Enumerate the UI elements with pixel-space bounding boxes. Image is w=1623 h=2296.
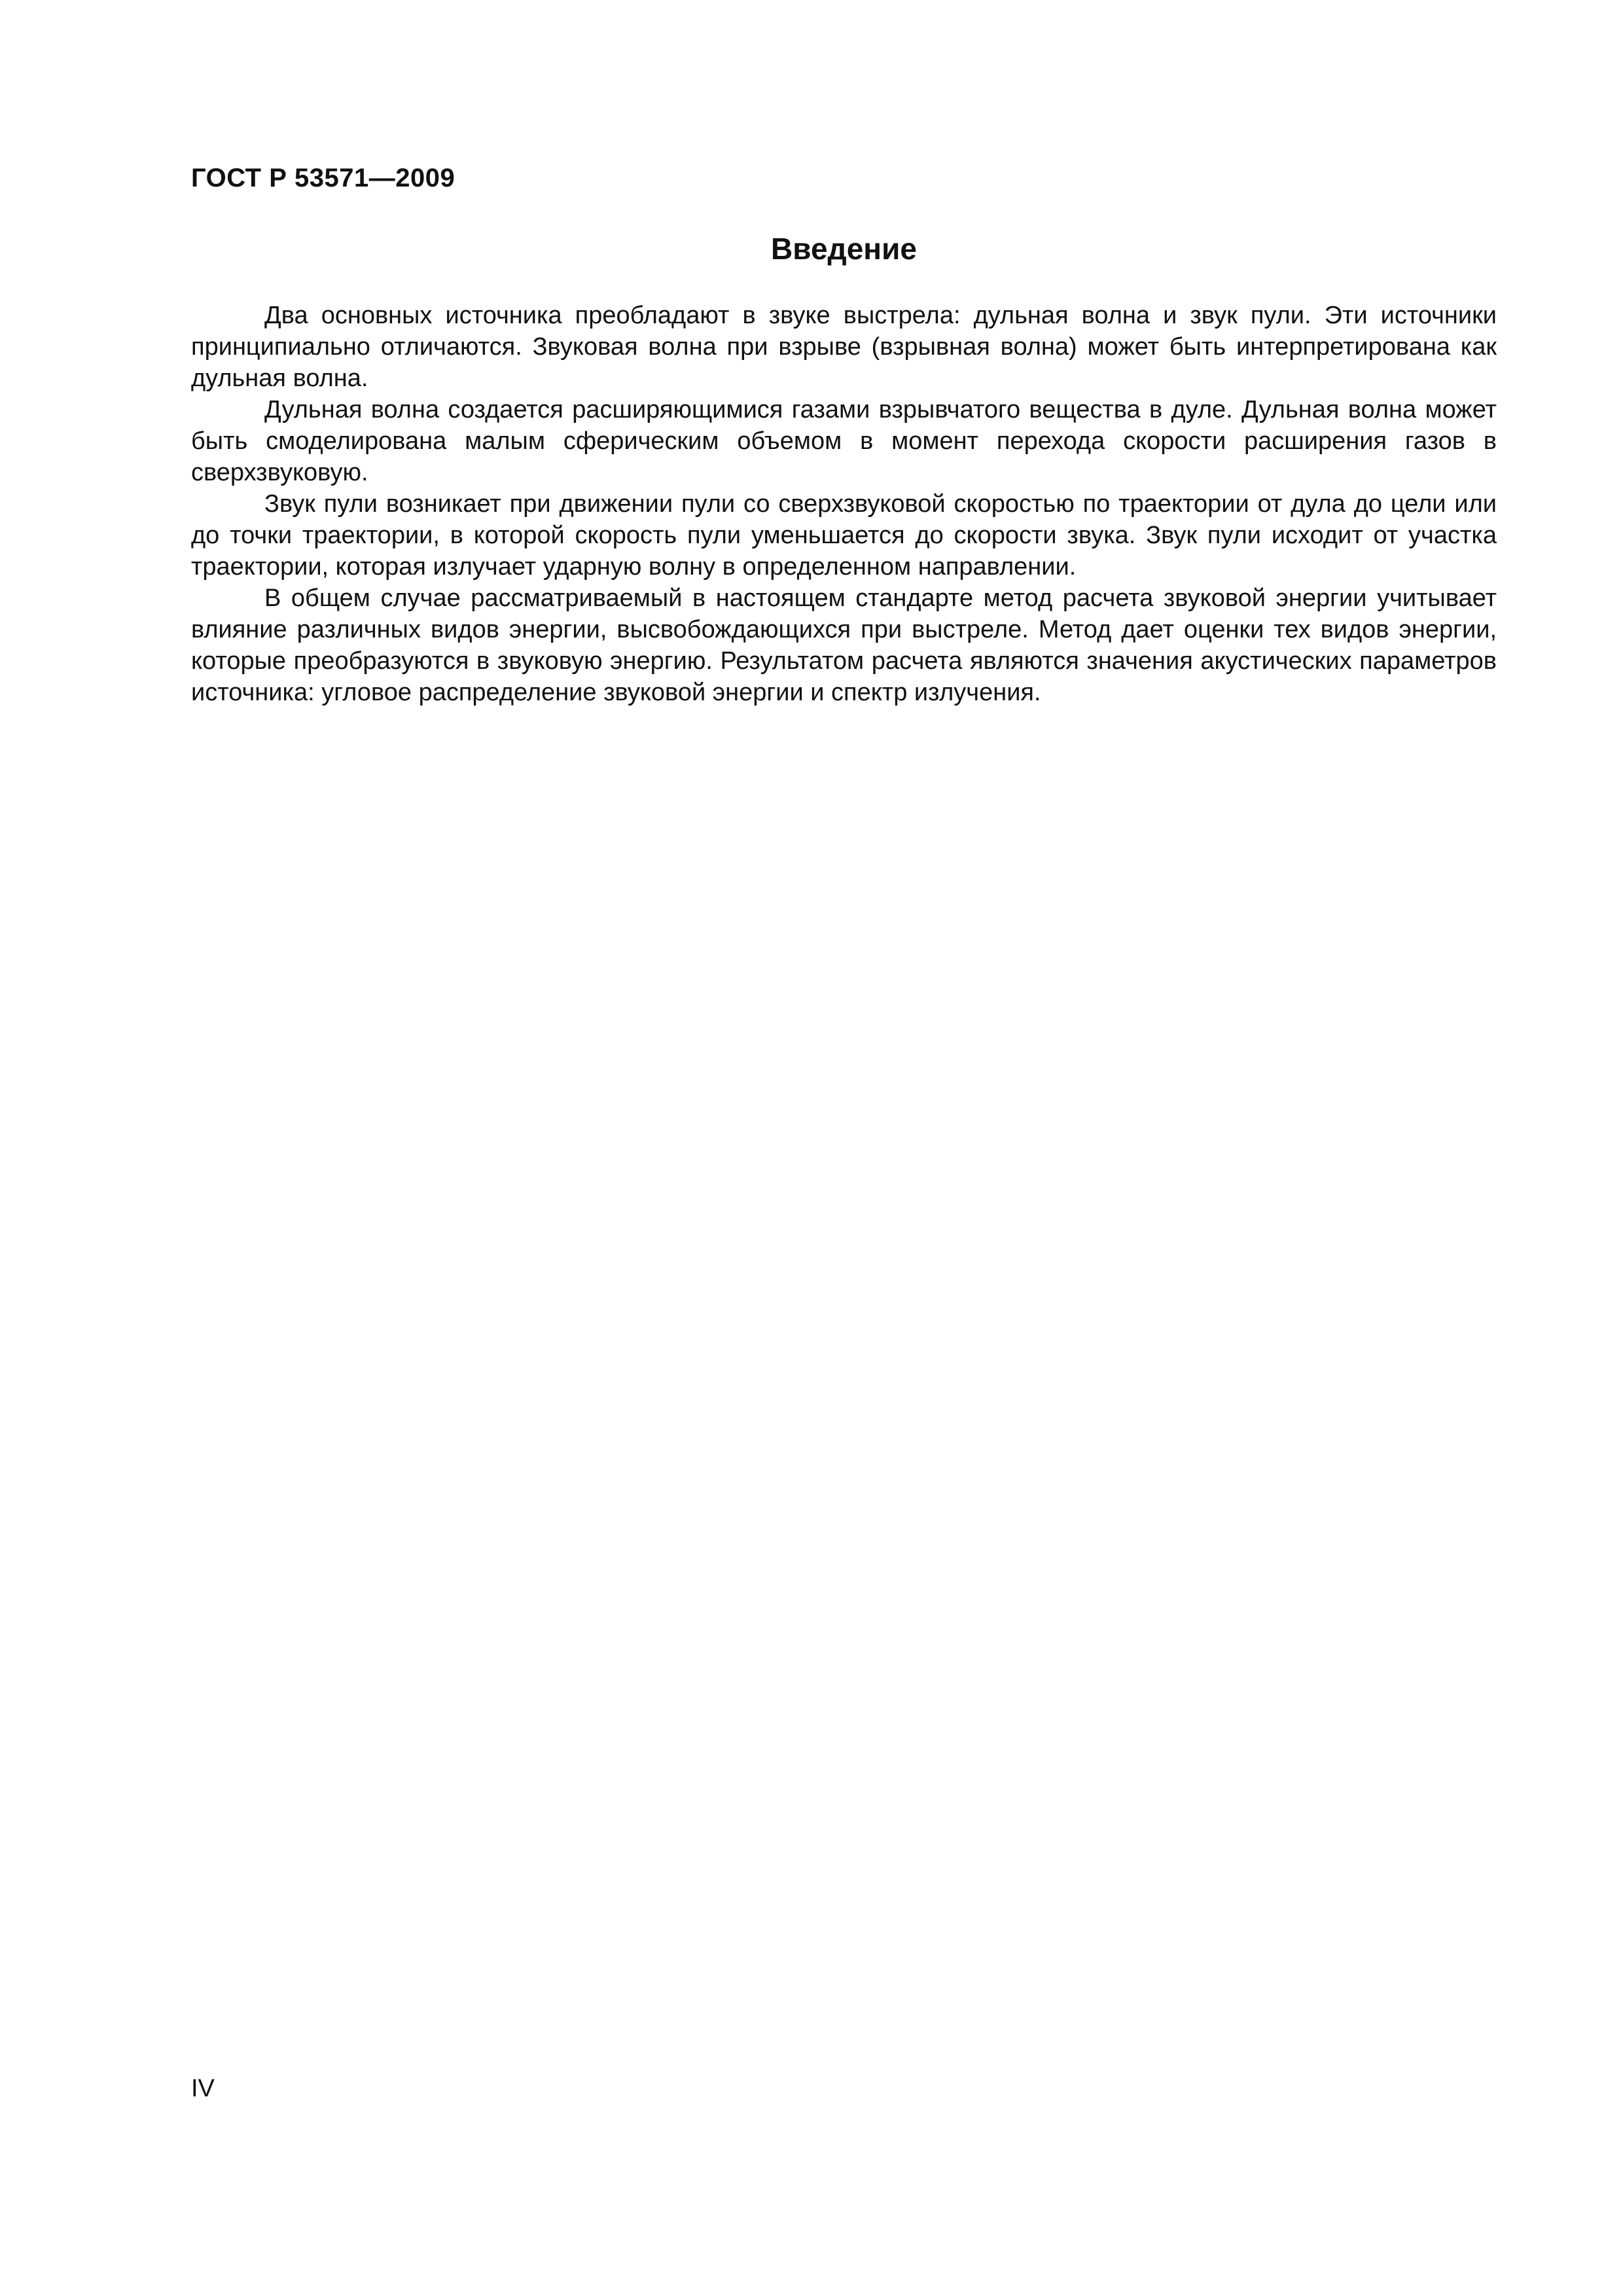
paragraph-1: Два основных источника преобладают в звуке выстрела: дульная волна и звук пули. Эти источники принципиально отличаются. Звуковая волна при взрыве (взрывная волна) может быть интерпретирована как дульная волна. — [191, 302, 1497, 392]
paragraph-3: Звук пули возникает при движении пули со сверхзвуковой скоростью по траектории от дула до цели или до точки траектории, в которой скорость пули уменьшается до скорости звука. Звук пули исходит от участка траектории, которая излучает ударную волну в определенном направлении. — [191, 490, 1497, 581]
page-number: IV — [191, 2075, 215, 2102]
document-header: ГОСТ Р 53571—2009 — [191, 164, 455, 192]
paragraph-2: Дульная волна создается расширяющимися газами взрывчатого вещества в дуле. Дульная волна может быть смоделирована малым сферическим объемом в момент перехода скорости расширения газов в сверхзвуковую. — [191, 396, 1497, 486]
paragraph-4: В общем случае рассматриваемый в настоящем стандарте метод расчета звуковой энергии учитывает влияние различных видов энергии, высвобождающихся при выстреле. Метод дает оценки тех видов энергии, которые преобразуются в звуковую энергию. Результатом расчета являются значения акустических параметров источника: угловое распределение звуковой энергии и спектр излучения. — [191, 584, 1497, 706]
body-text — [191, 300, 1497, 708]
section-title: Введение — [771, 232, 917, 266]
